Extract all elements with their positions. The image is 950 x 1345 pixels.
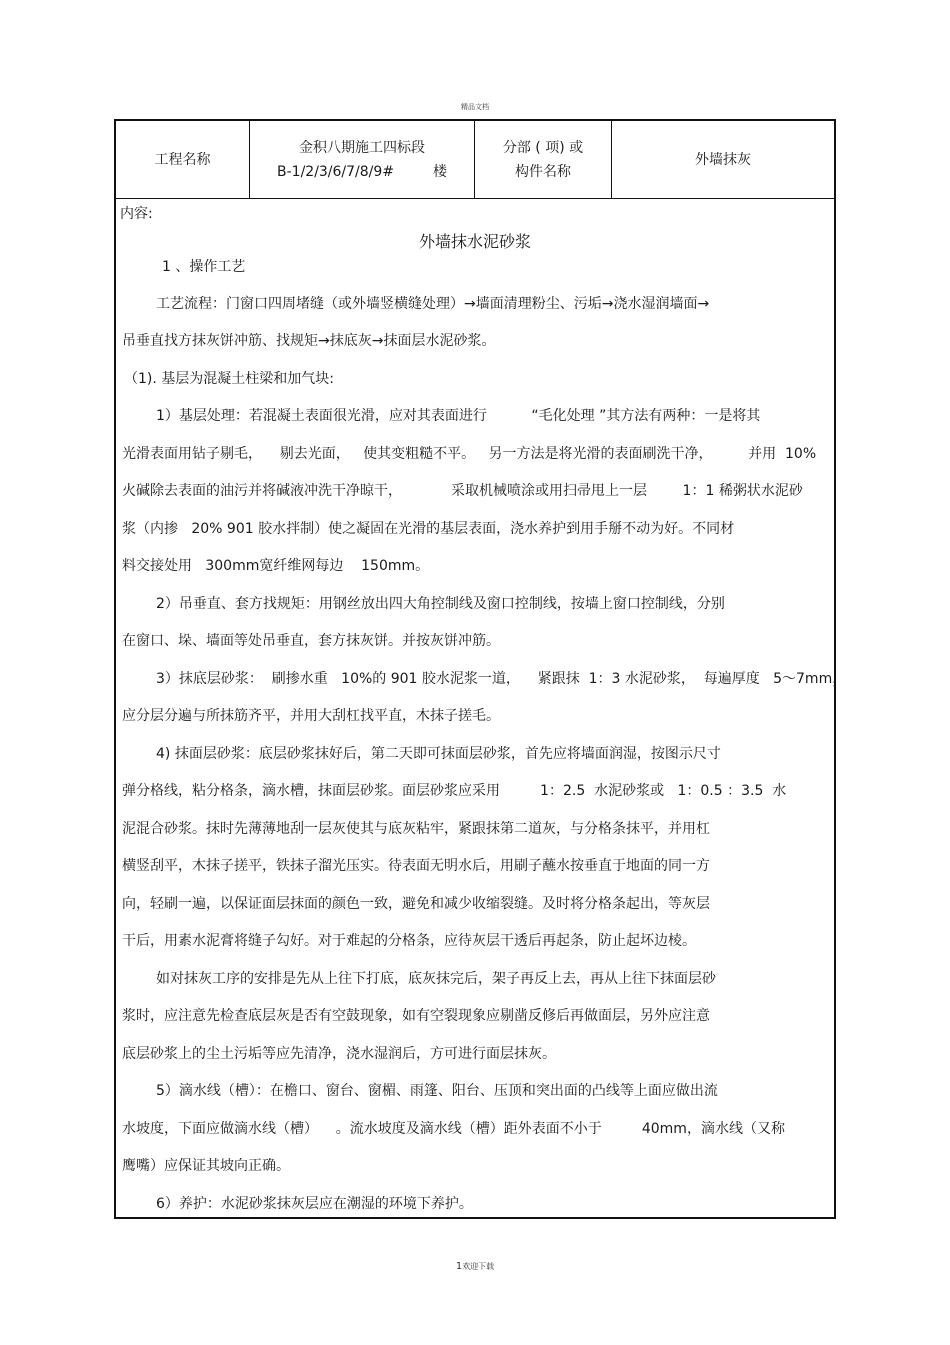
footer-note: 欢迎下载 [462, 1262, 495, 1271]
body-line: 浆（内掺 20% 901 胶水拌制）使之凝固在光滑的基层表面，浇水养护到用手掰不动为好。不同材 [122, 521, 735, 537]
part-label-line2: 构件名称 [515, 163, 571, 180]
body-line: 1）基层处理：若混凝土表面很光滑，应对其表面进行 “毛化处理 ”其方法有两种：一是将其 [156, 408, 761, 424]
body-line: 横竖刮平，木抹子搓平，铁抹子溜光压实。待表面无明水后，用刷子蘸水按垂直于地面的同一方 [122, 858, 710, 874]
top-watermark-note: 精品文档 [461, 103, 489, 111]
body-line: 3）抹底层砂浆： 刷掺水重 10%的 901 胶水泥浆一道， 紧跟抹 1：3 水泥砂浆， 每遍厚度 5～7mm， [156, 671, 847, 687]
part-label-cell [475, 121, 612, 198]
body-line: 泥混合砂浆。抹时先薄薄地刮一层灰使其与底灰粘牢，紧跟抹第二道灰，与分格条抹平，并用杠 [122, 821, 710, 837]
body-line: 向，轻刷一遍，以保证面层抹面的颜色一致，避免和减少收缩裂缝。及时将分格条起出，等灰层 [122, 896, 710, 912]
page-footer [0, 1261, 950, 1272]
body-line: 工艺流程：门窗口四周堵缝（或外墙竖横缝处理）→墙面清理粉尘、污垢→浇水湿润墙面→ [156, 296, 710, 312]
body-line: 在窗口、垛、墙面等处吊垂直，套方抹灰饼。并按灰饼冲筋。 [122, 633, 500, 649]
document-title: 外墙抹水泥砂浆 [418, 232, 531, 251]
part-label-line1: 分部 ( 项) 或 [502, 139, 584, 156]
project-name-label: 工程名称 [154, 151, 211, 168]
body-line: 浆时，应注意先检查底层灰是否有空鼓现象，如有空裂现象应剔凿反修后再做面层，另外应注意 [122, 1008, 710, 1024]
header-row [116, 121, 834, 199]
body-line: 5）滴水线（槽）：在檐口、窗台、窗楣、雨篷、阳台、压顶和突出面的凸线等上面应做出流 [156, 1083, 718, 1099]
project-name-value-cell [250, 121, 475, 198]
body-line: 6）养护：水泥砂浆抹灰层应在潮湿的环境下养护。 [156, 1196, 473, 1212]
body-line: 鹰嘴）应保证其坡向正确。 [122, 1158, 290, 1174]
construction-disclosure-sheet [114, 119, 847, 1219]
body-line: 火碱除去表面的油污并将碱液冲洗干净晾干， 采取机械喷涂或用扫帚甩上一层 1：1 稀粥状水泥砂 [122, 483, 803, 499]
body-line: 如对抹灰工序的安排是先从上往下打底，底灰抹完后，架子再反上去，再从上往下抹面层砂 [156, 971, 716, 987]
body-line: 弹分格线，粘分格条，滴水槽，抹面层砂浆。面层砂浆应采用 1：2.5 水泥砂浆或 1：0.5 ：3.5 水 [122, 783, 787, 799]
body-line: 底层砂浆上的尘土污垢等应先清净，浇水湿润后，方可进行面层抹灰。 [122, 1046, 556, 1062]
part-value-cell [612, 121, 834, 198]
project-name-value-line1: 金积八期施工四标段 [299, 139, 425, 156]
body-line: 4) 抹面层砂浆：底层砂浆抹好后，第二天即可抹面层砂浆，首先应将墙面润湿，按图示尺寸 [156, 746, 721, 762]
body-line: 应分层分遍与所抹筋齐平，并用大刮杠找平直，木抹子搓毛。 [122, 708, 500, 724]
body-line: 2）吊垂直、套方找规矩：用钢丝放出四大角控制线及窗口控制线，按墙上窗口控制线，分别 [156, 596, 725, 612]
building-suffix: 楼 [433, 163, 447, 180]
body-line: （1). 基层为混凝土柱梁和加气块: [124, 371, 334, 387]
body-line: 料交接处用 300mm宽纤维网每边 150mm。 [122, 558, 430, 574]
content-label: 内容: [120, 206, 153, 222]
project-name-label-cell [116, 121, 250, 198]
body-line: 吊垂直找方抹灰饼冲筋、找规矩→抹底灰→抹面层水泥砂浆。 [122, 333, 496, 349]
body-line: 光滑表面用钻子剔毛， 剔去光面， 使其变粗糙不平。 另一方法是将光滑的表面刷洗干净， 并用 10% [122, 446, 817, 462]
page-number: 1 [455, 1261, 463, 1272]
project-name-value-line2 [277, 160, 447, 184]
part-value: 外墙抹灰 [695, 151, 751, 168]
body-line: 1 、操作工艺 [162, 259, 246, 275]
body-line: 干后，用素水泥膏将缝子勾好。对于难起的分格条，应待灰层干透后再起条，防止起坏边棱。 [122, 933, 696, 949]
body-line: 水坡度，下面应做滴水线（槽） 。流水坡度及滴水线（槽）距外表面不小于 40mm，滴水线（又称 [122, 1121, 785, 1137]
building-numbers: B-1/2/3/6/7/8/9# [277, 163, 395, 180]
